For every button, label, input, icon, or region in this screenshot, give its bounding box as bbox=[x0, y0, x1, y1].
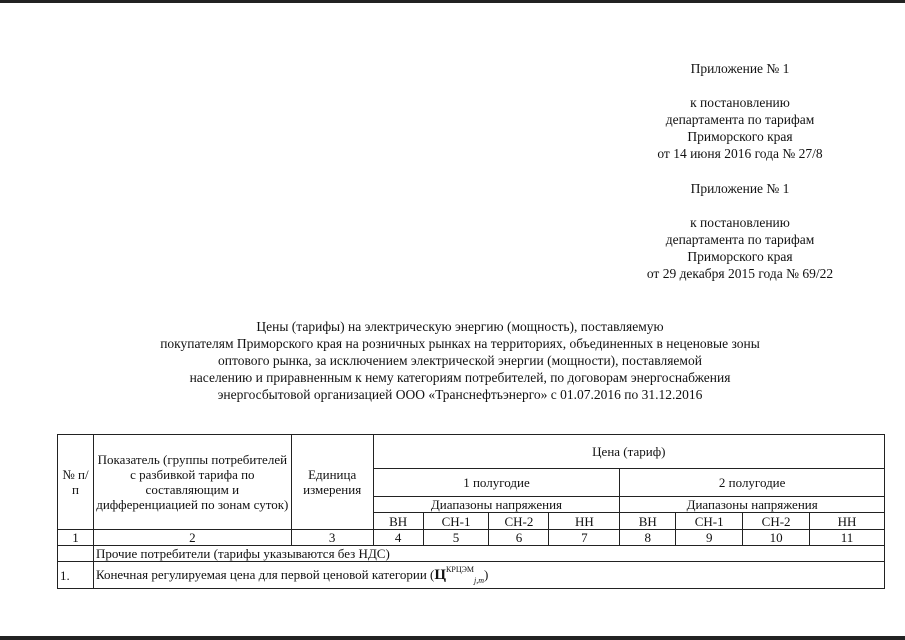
column-number: 1 bbox=[58, 530, 94, 546]
row-text: Конечная регулируемая цена для первой ценовой категории ( bbox=[95, 567, 435, 582]
row-description bbox=[93, 562, 884, 589]
header-voltage-ranges-2: Диапазоны напряжения bbox=[620, 497, 885, 513]
header-half-1: 1 полугодие bbox=[373, 469, 620, 497]
column-number: 3 bbox=[291, 530, 373, 546]
column-number-row bbox=[58, 530, 885, 546]
header-unit: Единица измерения bbox=[291, 435, 373, 530]
header-half-2: 2 полугодие bbox=[620, 469, 885, 497]
approval-block-current bbox=[600, 60, 880, 162]
header-price: Цена (тариф) bbox=[373, 435, 884, 469]
header-level-nn-1: НН bbox=[549, 513, 620, 530]
header-level-vn-1: ВН bbox=[373, 513, 423, 530]
header-level-sn1-2: СН-1 bbox=[676, 513, 743, 530]
price-symbol: Ц bbox=[434, 567, 447, 583]
title-line: Цены (тарифы) на электрическую энергию (мощность), поставляемую bbox=[256, 319, 664, 334]
column-number: 8 bbox=[620, 530, 676, 546]
title-line: энергосбытовой организацией ООО «Транснефтьэнерго» с 01.07.2016 по 31.12.2016 bbox=[217, 387, 703, 402]
approval-date-number: от 29 декабря 2015 года № 69/22 bbox=[646, 266, 834, 281]
column-number: 11 bbox=[810, 530, 885, 546]
section-num-cell bbox=[58, 546, 94, 562]
title-line: оптового рынка, за исключением электрической энергии (мощности), поставляемой bbox=[218, 353, 702, 368]
approval-date-number: от 14 июня 2016 года № 27/8 bbox=[657, 146, 823, 161]
annex-label: Приложение № 1 bbox=[690, 181, 790, 196]
title-line: покупателям Приморского края на розничных рынках на территориях, объединенных в неценовые зоны bbox=[160, 336, 760, 351]
price-superscript: КРЦЭМ bbox=[446, 565, 475, 574]
approval-line: Приморского края bbox=[687, 249, 793, 264]
price-subscript: j,m bbox=[474, 576, 485, 585]
page-top-edge bbox=[0, 0, 905, 3]
header-level-sn2-2: СН-2 bbox=[743, 513, 810, 530]
approval-line: к постановлению bbox=[690, 95, 790, 110]
annex-label: Приложение № 1 bbox=[690, 61, 790, 76]
header-level-sn2-1: СН-2 bbox=[489, 513, 549, 530]
title-line: населению и приравненным к нему категориям потребителей, по договорам энергоснабжения bbox=[189, 370, 731, 385]
header-voltage-ranges-1: Диапазоны напряжения bbox=[373, 497, 620, 513]
section-title: Прочие потребители (тарифы указываются без НДС) bbox=[93, 546, 884, 562]
tariff-table bbox=[57, 434, 885, 589]
row-text-close: ) bbox=[484, 567, 489, 582]
header-num: № п/п bbox=[58, 435, 94, 530]
header-level-sn1-1: СН-1 bbox=[423, 513, 489, 530]
column-number: 2 bbox=[93, 530, 291, 546]
column-number: 10 bbox=[743, 530, 810, 546]
column-number: 5 bbox=[423, 530, 489, 546]
approval-line: департамента по тарифам bbox=[665, 232, 815, 247]
column-number: 4 bbox=[373, 530, 423, 546]
approval-line: Приморского края bbox=[687, 129, 793, 144]
approval-block-original bbox=[600, 180, 880, 282]
table-row bbox=[58, 562, 885, 589]
column-number: 9 bbox=[676, 530, 743, 546]
page-bottom-edge bbox=[0, 636, 905, 640]
document-title bbox=[110, 318, 810, 403]
section-row bbox=[58, 546, 885, 562]
column-number: 6 bbox=[489, 530, 549, 546]
header-level-vn-2: ВН bbox=[620, 513, 676, 530]
approval-line: к постановлению bbox=[690, 215, 790, 230]
header-indicator: Показатель (группы потребителей с разбивкой тарифа по составляющим и дифференциацией по зонам суток) bbox=[93, 435, 291, 530]
approval-line: департамента по тарифам bbox=[665, 112, 815, 127]
row-number: 1. bbox=[58, 562, 94, 589]
header-level-nn-2: НН bbox=[810, 513, 885, 530]
column-number: 7 bbox=[549, 530, 620, 546]
